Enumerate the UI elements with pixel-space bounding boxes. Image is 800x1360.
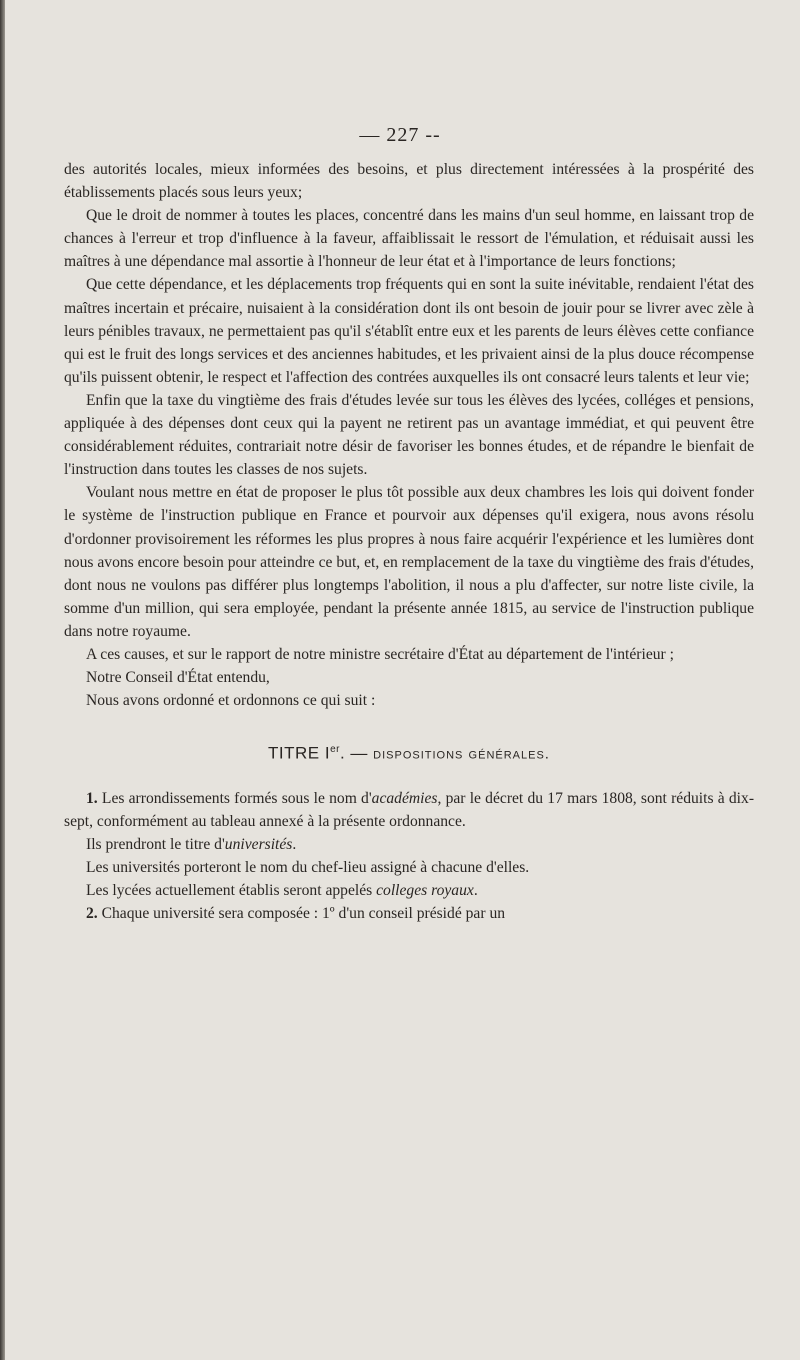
paragraph-taxe: Enfin que la taxe du vingtième des frais d'études levée sur tous les élèves des lycées, colléges et pensions, appliquée à des dépenses dont ceux qui la payent ne retirent pas un avantage immédiat, et qui peuvent être considérablement réduites, contrariait notre désir de favoriser les bonnes études, et de répandre le bienfait de l'instruction dans toutes les classes de nos sujets.	[64, 391, 754, 479]
paragraph-continuation: des autorités locales, mieux informées des besoins, et plus directement intéressées à la prospérité des établissements placés sous leurs yeux;	[64, 161, 754, 202]
article-1-text: Les arrondissements formés sous le nom d'	[97, 790, 372, 807]
title-sup: er	[330, 744, 340, 756]
page-edge-shadow	[0, 0, 5, 1360]
paragraph-conseil: Notre Conseil d'État entendu,	[86, 669, 270, 687]
article-1b-italic: universités	[224, 836, 293, 854]
article-1d-end: .	[473, 882, 478, 900]
article-2-number: 2.	[86, 905, 98, 923]
article-1-italic: académies	[371, 790, 438, 807]
section-title	[64, 738, 754, 766]
article-1d-italic: colleges royaux	[376, 882, 474, 900]
body-text	[64, 158, 754, 926]
paragraph-ordonne: Nous avons ordonné et ordonnons ce qui suit :	[86, 692, 376, 710]
article-1-noms: Les universités porteront le nom du chef-lieu assigné à chacune d'elles.	[86, 859, 530, 877]
article-2-text: Chaque université sera composée : 1º d'un conseil présidé par un	[97, 905, 506, 923]
article-2	[64, 902, 754, 925]
paragraph-nomination: Que le droit de nommer à toutes les places, concentré dans les mains d'un seul homme, en laissant trop de chances à l'erreur et trop d'influence à la faveur, affaiblissait le ressort de l'émulation, et réduisait aussi les maîtres à une dépendance mal assortie à l'honneur de leur état et à l'importance de leurs fonctions;	[64, 207, 754, 271]
article-1b-end: .	[292, 836, 297, 854]
article-1-number: 1.	[86, 790, 98, 807]
article-1b-text: Ils prendront le titre d'	[86, 836, 225, 854]
title-main: TITRE I	[268, 743, 331, 763]
article-1-universites	[64, 833, 754, 856]
paragraph-causes: A ces causes, et sur le rapport de notre ministre secrétaire d'État au département de l'intérieur ;	[86, 645, 674, 663]
article-1-text-end: , par le décret du 17 mars 1808, sont réduits à dix-sept, conformément au tableau annexé à la présente ordonnance.	[64, 790, 755, 831]
paragraph-dependance: Que cette dépendance, et les déplacements trop fréquents qui en sont la suite inévitable, rendaient l'état des maîtres incertain et précaire, nuisaient à la considération dont ils ont besoin de jouir pour se livrer avec zèle à leurs pénibles travaux, ne permettaient pas qu'il s'établît entre eux et les parents de leurs élèves cette confiance qui est le fruit des longs services et des anciennes habitudes, et les privaient ainsi de la plus douce récompense qu'ils puissent obtenir, le respect et l'affection des contrées auxquelles ils ont consacré leurs talents et leur vie;	[64, 276, 754, 386]
title-section: dispositions générales.	[373, 745, 550, 763]
page-number: — 227 --	[359, 124, 441, 146]
article-1-lycees	[64, 879, 754, 902]
article-1d-text: Les lycées actuellement établis seront appelés	[86, 882, 377, 900]
title-dash: . —	[339, 743, 374, 763]
paragraph-voulant: Voulant nous mettre en état de proposer le plus tôt possible aux deux chambres les lois qui doivent fonder le système de l'instruction publique en France et pourvoir aux dépenses qu'il exigera, nous avons résolu d'ordonner provisoirement les réformes les plus propres à nous faire acquérir l'expérience et les lumières dont nous avons encore besoin pour atteindre ce but, et, en remplacement de la taxe du vingtième des frais d'études, dont nous ne voulons pas différer plus longtemps l'abolition, il nous a plu d'affecter, sur notre liste civile, la somme d'un million, qui sera employée, pendant la présente année 1815, au service de l'instruction publique dans notre royaume.	[64, 484, 754, 640]
article-1	[64, 787, 754, 833]
